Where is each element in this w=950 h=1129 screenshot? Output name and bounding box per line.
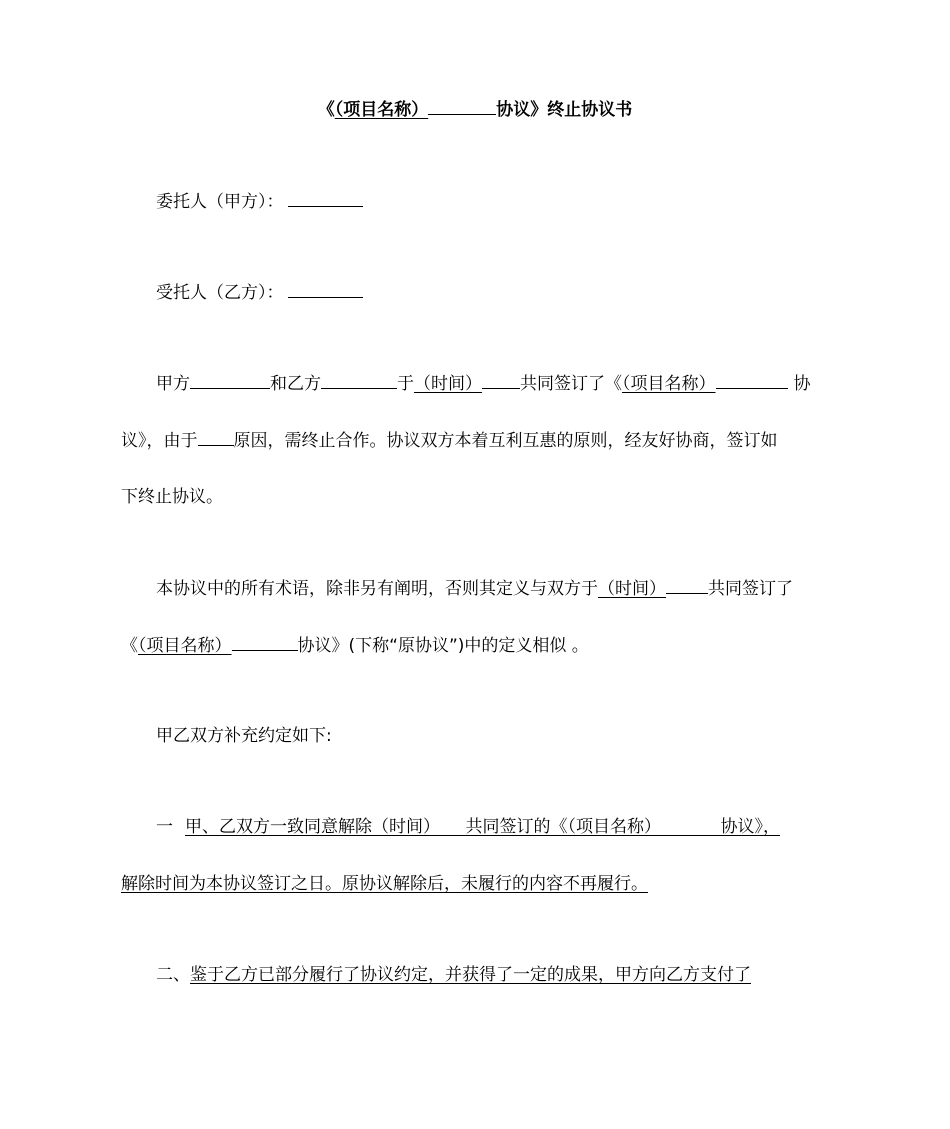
clause-1-line-2 [121,872,648,896]
intro-project-name: （项目名称） [622,374,716,394]
party-b-label: 受托人（乙方）： [156,283,284,303]
intro-text: 下终止协议。 [121,487,223,507]
terms-project-name: （项目名称） [138,636,232,656]
terms-line-2 [121,633,589,658]
terms-text: 《 [121,636,138,656]
terms-text: 本协议中的所有术语，除非另有阐明，否则其定义与双方于 [156,579,598,599]
terms-time-blank [666,576,708,594]
terms-project-blank [232,633,298,651]
title-text: 协议》终止协议书 [496,100,633,120]
party-b-blank [288,280,363,298]
clause-1-line-1 [156,815,780,839]
party-a-label: 委托人（甲方）： [156,192,284,212]
intro-party-b-blank [321,371,397,389]
intro-text: 和乙方 [270,374,321,394]
intro-time: （时间） [414,374,482,394]
terms-time: （时间） [598,579,666,599]
title-open-bracket: 《 [317,100,335,120]
party-a-blank [288,189,363,207]
clause-2-number: 二、 [156,965,190,985]
intro-party-a-blank [190,371,270,389]
terms-line-1 [156,576,793,601]
document-title [0,97,950,122]
party-a-line [156,189,363,214]
intro-text: 于 [397,374,414,394]
clause-1-number: 一 [156,817,173,837]
intro-text: 原因，需终止合作。协议双方本着互利互惠的原则，经友好协商，签订如 [233,431,778,451]
title-blank [428,97,496,115]
intro-line-2 [121,428,778,453]
intro-text: 议》，由于 [121,431,198,451]
intro-line-3 [121,485,223,509]
supplement-text: 甲乙双方补充约定如下: [156,726,332,746]
clause-2-text: 鉴于乙方已部分履行了协议约定，并获得了一定的成果，甲方向乙方支付了 [190,965,751,985]
clause-2-line-1 [156,963,751,987]
terms-text: 协议》(下称“原协议”)中的定义相似 。 [297,636,589,656]
intro-project-blank [716,371,788,389]
intro-text: 共同签订了《 [520,374,622,394]
intro-reason-blank [198,428,234,446]
party-b-line [156,280,363,305]
supplement-line [156,724,332,748]
clause-1-text: 甲、乙双方一致同意解除（时间） 共同签订的《（项目名称） 协议》， [185,817,780,837]
intro-text: 协 [793,374,811,394]
intro-text: 甲方 [156,374,190,394]
terms-text: 共同签订了 [708,579,793,599]
clause-1-text: 解除时间为本协议签订之日。原协议解除后，未履行的内容不再履行。 [121,874,648,894]
intro-line-1 [156,371,811,396]
intro-time-blank [482,371,520,389]
title-project-name: （项目名称） [334,100,429,120]
